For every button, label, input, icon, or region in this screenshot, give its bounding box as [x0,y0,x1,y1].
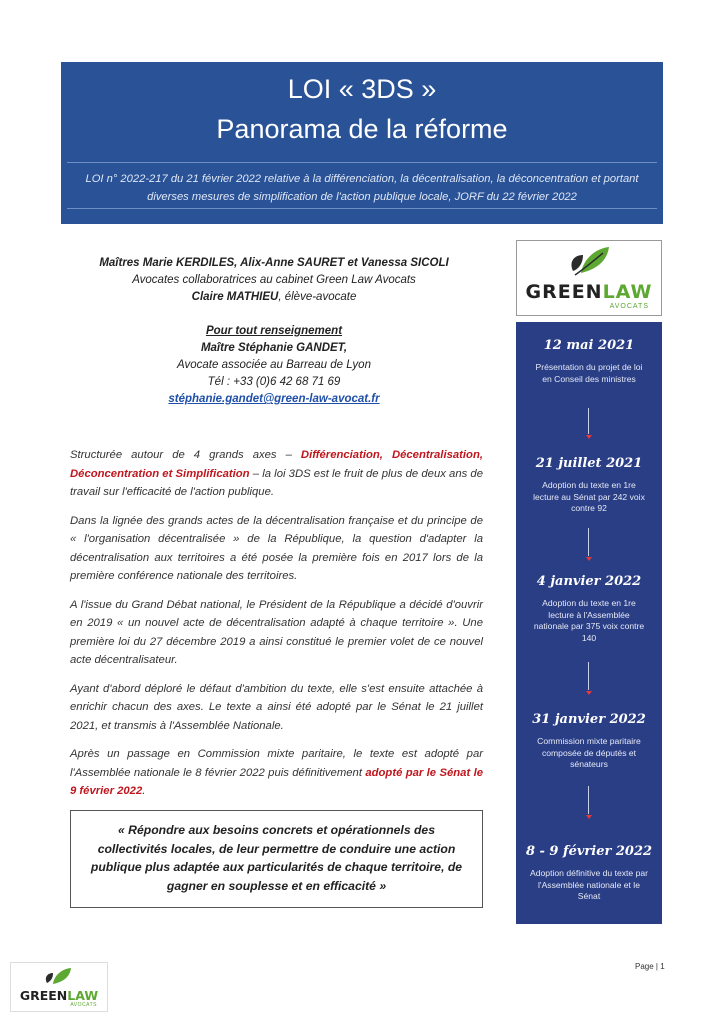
logo-avocats: AVOCATS [609,303,649,310]
quote-box: « Répondre aux besoins concrets et opérationnels des collectivités locales, de leur permettre de conduire une action publique plus adaptée aux particularités de chaque territoire, de gagner en souplesse et en efficacité » [70,810,483,908]
page-number: Page | 1 [635,962,665,971]
timeline-date: 21 juillet 2021 [535,456,643,471]
logo-wordmark [517,281,661,303]
text-run: – la loi 3DS est le fruit de plus de deux ans de travail sur l'efficacité de l'action publique. [70,467,483,498]
timeline-item [516,844,662,903]
timeline-desc: Adoption définitive du texte par l'Assemblée nationale et le Sénat [530,868,649,901]
paragraph: A l'issue du Grand Débat national, le Président de la République a décidé d'ouvrir en 2019 « un nouvel acte de décentralisation adapté à chaque territoire ». Une première loi du 27 décembre 2019 a ainsi constitué le premier volet de ce nouvel acte décentralisateur. [70,598,483,666]
student-line [66,289,482,306]
timeline-date: 4 janvier 2022 [536,574,642,589]
timeline-connector [588,528,589,556]
logo-green: GREEN [19,988,68,1003]
contact-phone: Tél : +33 (0)6 42 68 71 69 [207,376,341,388]
green-law-logo [516,240,662,316]
leaf-icon [11,963,107,989]
author-names: Maîtres Marie KERDILES, Alix-Anne SAURET et Vanessa SICOLI [99,257,449,269]
paragraph [70,446,483,502]
timeline-arrow-icon [586,691,592,695]
text-run: Après un passage en Commission mixte paritaire, le texte est adopté par l'Assemblée nationale le 8 février 2022 puis définitivement [70,748,483,779]
timeline-desc: Commission mixte paritaire composée de députés et sénateurs [537,736,641,769]
contact-name: Maître Stéphanie GANDET, [200,342,348,354]
title-banner [61,62,663,224]
logo-law: LAW [67,988,99,1003]
timeline-item [516,338,662,385]
highlight-adoption: adopté par le Sénat le 9 février 2022 [70,766,483,797]
timeline-arrow-icon [586,557,592,561]
student-name: Claire MATHIEU [191,291,279,303]
timeline-connector [588,786,589,814]
logo-green: GREEN [525,281,603,303]
timeline-connector [588,662,589,690]
text-run: . [142,785,146,797]
leaf-icon [517,241,663,281]
footer-avocats: AVOCATS [70,1002,97,1008]
highlight-axes: Différenciation, Décentralisation, Déconcentration et Simplification [70,449,483,480]
contact-role: Avocate associée au Barreau de Lyon [177,359,371,371]
timeline-arrow-icon [586,435,592,439]
timeline-item [516,456,662,515]
student-role: , élève-avocate [278,291,357,303]
paragraph [70,745,483,801]
paragraph: Dans la lignée des grands actes de la décentralisation française et du principe de « l'organisation décentralisée » de la République, la question d'adapter la décentralisation aux territoires a été posée la première fois en 2017 lors de la première conférence nationale des territoires. [70,514,483,582]
timeline-date: 31 janvier 2022 [532,712,646,727]
banner-divider [67,162,657,163]
timeline-connector [588,408,589,434]
footer-logo [10,962,108,1012]
law-reference: LOI n° 2022-217 du 21 février 2022 relative à la différenciation, la décentralisation, la déconcentration et portant diverses mesures de simplification de l'action publique locale, JORF du 22 février 2022 [85,173,639,203]
author-role: Avocates collaboratrices au cabinet Green Law Avocats [132,274,416,286]
main-title: LOI « 3DS » [287,74,437,104]
timeline-item [516,574,662,644]
timeline-date: 8 - 9 février 2022 [525,844,653,859]
timeline-desc: Adoption du texte en 1re lecture au Sénat par 242 voix contre 92 [533,480,645,513]
footer-wordmark [11,988,107,1003]
timeline-date: 12 mai 2021 [543,338,635,353]
timeline-desc: Adoption du texte en 1re lecture à l'Assemblée nationale par 375 voix contre 140 [533,598,645,643]
contact-email-link[interactable]: stéphanie.gandet@green-law-avocat.fr [168,393,380,405]
text-run: Structurée autour de 4 grands axes – [70,449,301,461]
article-body [70,446,483,811]
timeline-arrow-icon [586,815,592,819]
paragraph: Ayant d'abord déploré le défaut d'ambition du texte, elle s'est ensuite attachée à enrichir chacun des axes. Le texte a ainsi été adopté par le Sénat le 21 juillet 2021, et transmis à l'Assemblée Nationale. [70,682,483,732]
timeline-panel [516,322,662,924]
logo-law: LAW [602,281,653,303]
main-subtitle: Panorama de la réforme [216,114,508,144]
timeline-desc: Présentation du projet de loi en Conseil des ministres [535,362,643,384]
banner-divider [67,208,657,209]
timeline-item [516,712,662,771]
authors-block [66,255,482,408]
contact-heading: Pour tout renseignement [205,325,343,337]
